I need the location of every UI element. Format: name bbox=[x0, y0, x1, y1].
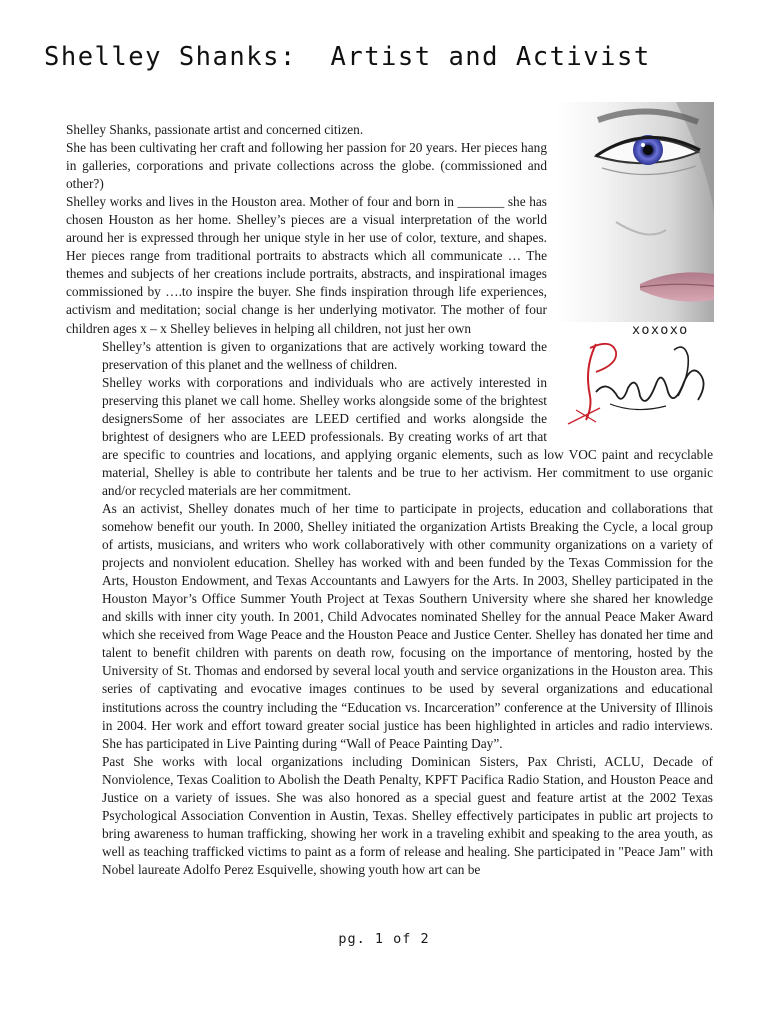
paragraph-career: She has been cultivating her craft and following her passion for 20 years. Her pieces hang in galleries, corporations and private collections across the globe. (commissioned and other?) bbox=[66, 140, 547, 192]
paragraph-activist: As an activist, Shelley donates much of her time to participate in projects, education and collaborations that somehow benefit our youth. In 2000, Shelley initiated the organization Artists Breaking the Cycle, a local group of artists, musicians, and writers who work collaboratively with other community organizations on a variety of projects and nonviolent education. Shelley has worked with and been funded by the Texas Commission for the Arts, Houston Endowment, and Texas Accountants and Lawyers for the Arts. In 2003, Shelley participated in the Houston Mayor’s Office Summer Youth Project at Texas Southern University where she shared her knowledge and skills with inner city youth. In 2001, Child Advocates nominated Shelley for the annual Peace Maker Award which she received from Wage Peace and the Houston Peace and Justice Center. Shelley has donated her time and talent to benefit children with parents on death row, focusing on the importance of mentoring, hosted by the University of St. Thomas and endorsed by several local youth and service organizations in the Houston area. This series of captivating and evocative images continues to be used by several organizations and educational institutions across the country including the “Education vs. Incarceration” conference at the University of Illinois in 2004. Her work and effort toward greater social justice has been highlighted in articles and radio interviews. She has participated in Live Painting during “Wall of Peace Painting Day”. bbox=[102, 500, 713, 751]
paragraph-organizations: Past She works with local organizations including Dominican Sisters, Pax Christi, ACLU, Decade of Nonviolence, Texas Coalition to Abolish the Death Penalty, KPFT Pacifica Radio Station, and Houston Peace and Justice on a variety of issues. She was also honored as a special guest and feature artist at the 2002 Texas Psychological Association Convention in Austin, Texas. Shelley effectively participates in public art projects to bring awareness to human trafficking, showing her work in a traveling exhibit and speaking to the area youth, as well as teaching trafficked victims to paint as a form of release and healing. She participated in "Peace Jam" with Nobel laureate Adolfo Perez Esquivelle, showing youth how art can be bbox=[102, 753, 713, 877]
paragraph-intro: Shelley Shanks, passionate artist and concerned citizen. bbox=[66, 122, 364, 137]
paragraph-attention: Shelley’s attention is given to organizations that are actively working toward the preservation of this planet and the wellness of children. bbox=[102, 338, 547, 372]
page-title: Shelley Shanks: Artist and Activist bbox=[44, 42, 651, 72]
paragraph-corporations: Shelley works with corporations and individuals who are actively interested in preserving this planet we call home. Shelley works alongside some of the brightest designersSome of her associates are LEED certified and works alongside the brightest of designers who are LEED professionals. By creating works of art that are specific to countries and locations, and applying organic elements, such as low VOC paint and recyclable material, Shelley is able to contribute her talents and be true to her activism. Her commitment to use organic and/or recycled materials are her commitment. bbox=[102, 374, 713, 498]
page-number: pg. 1 of 2 bbox=[338, 931, 430, 947]
paragraph-houston: Shelley works and lives in the Houston area. Mother of four and born in _______ she has chosen Houston as her home. Shelley’s pieces are a visual interpretation of the world around her is expressed through her unique style in her use of color, texture, and shapes. Her pieces range from traditional portraits to abstracts which all communicate … The themes and subjects of her creations include portraits, abstracts, and inspirational images commissioned by ….to inspire the buyer. She finds inspiration through life experiences, activism and meditation; social change is her underlying motivator. The mother of four children ages x – x Shelley believes in helping all children, not just her own bbox=[66, 194, 547, 336]
sign-off: xoxoxo bbox=[632, 322, 689, 338]
image-column-spacer bbox=[553, 121, 713, 434]
article-body bbox=[58, 121, 713, 879]
